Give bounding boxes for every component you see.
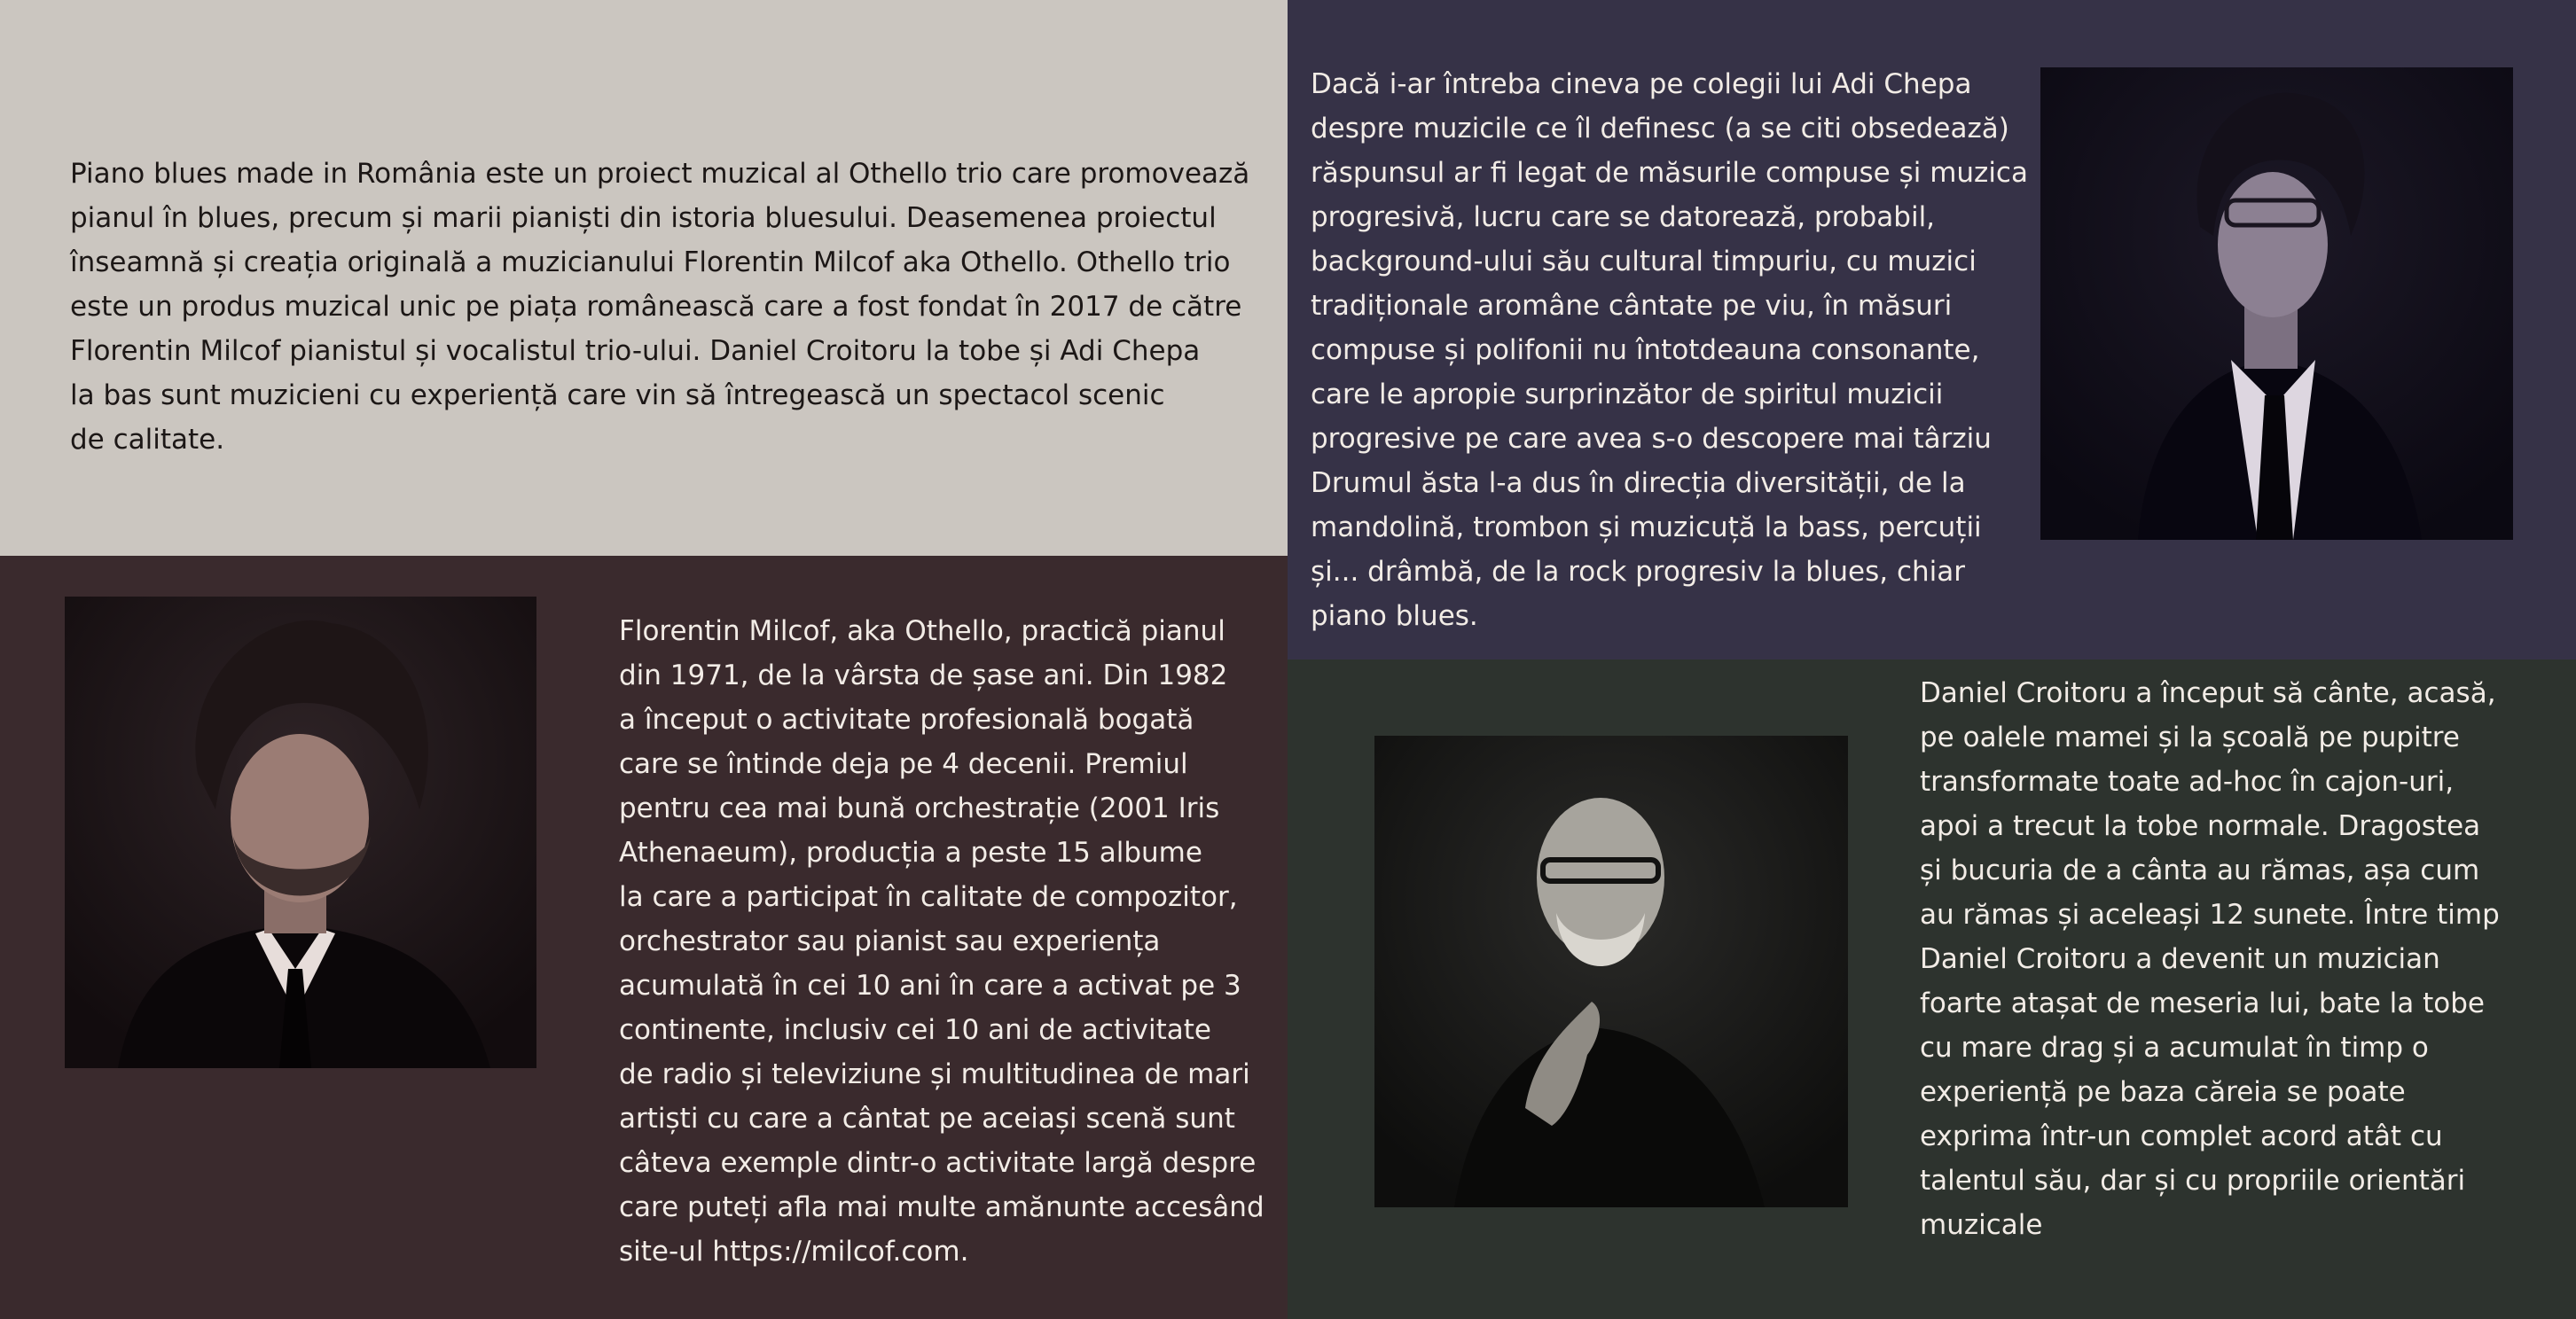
text-line: Daniel Croitoru a început să cânte, acasă, — [1920, 677, 2496, 709]
text-line: care se întinde deja pe 4 decenii. Premiul — [619, 748, 1188, 780]
text-line: pianul în blues, precum și marii pianiști din istoria bluesului. Deasemenea proiectul — [70, 202, 1217, 234]
text-line: background-ului său cultural timpuriu, cu muzici — [1311, 246, 1977, 277]
milcof-portrait-photo — [65, 597, 536, 1068]
text-line: câteva exemple dintr-o activitate largă despre — [619, 1147, 1257, 1179]
text-line: la care a participat în calitate de compozitor, — [619, 881, 1238, 913]
text-line: apoi a trecut la tobe normale. Dragostea — [1920, 810, 2481, 842]
text-line: progresivă, lucru care se datorează, probabil, — [1311, 201, 1936, 233]
text-line: cu mare drag și a acumulat în timp o — [1920, 1032, 2429, 1064]
text-line: și... drâmbă, de la rock progresiv la blues, chiar — [1311, 556, 1965, 588]
text-line: experiență pe baza căreia se poate — [1920, 1076, 2406, 1108]
text-line: transformate toate ad-hoc în cajon-uri, — [1920, 766, 2455, 798]
text-line: care puteți afla mai multe amănunte accesând — [619, 1191, 1265, 1223]
text-line: înseamnă și creația originală a muzicianului Florentin Milcof aka Othello. Othello trio — [70, 246, 1231, 278]
text-line: Athenaeum), producția a peste 15 albume — [619, 837, 1202, 869]
text-line: mandolină, trombon și muzicuță la bass, percuții — [1311, 511, 1982, 543]
text-line: pentru cea mai bună orchestrație (2001 Iris — [619, 792, 1220, 824]
text-line: Florentin Milcof, aka Othello, practică pianul — [619, 615, 1225, 647]
croitoru-portrait-photo — [1374, 736, 1848, 1207]
text-line: foarte atașat de meseria lui, bate la tobe — [1920, 987, 2485, 1019]
text-line: despre muzicile ce îl definesc (a se citi obsedează) — [1311, 113, 2009, 144]
text-line: la bas sunt muzicieni cu experiență care vin să întregească un spectacol scenic — [70, 379, 1165, 411]
text-line: Florentin Milcof pianistul și vocalistul trio-ului. Daniel Croitoru la tobe și Adi Chepa — [70, 335, 1201, 367]
intro-text — [70, 152, 1249, 462]
text-line: din 1971, de la vârsta de șase ani. Din 1982 — [619, 660, 1228, 691]
croitoru-bio-text — [1920, 671, 2500, 1247]
portrait-photo-icon — [65, 597, 536, 1068]
milcof-bio-text — [619, 609, 1265, 1274]
text-line: piano blues. — [1311, 600, 1478, 632]
text-line: este un produs muzical unic pe piața românească care a fost fondat în 2017 de către — [70, 291, 1242, 323]
text-line: de radio și televiziune și multitudinea de mari — [619, 1058, 1250, 1090]
chepa-portrait-photo — [2040, 67, 2513, 540]
text-line: artiști cu care a cântat pe aceiași scenă sunt — [619, 1103, 1235, 1135]
text-line: pe oalele mamei și la școală pe pupitre — [1920, 722, 2460, 753]
text-line: tradiționale aromâne cântate pe viu, în măsuri — [1311, 290, 1953, 322]
text-line: Daniel Croitoru a devenit un muzician — [1920, 943, 2440, 975]
text-line: compuse și polifonii nu întotdeauna consonante, — [1311, 334, 1980, 366]
text-line: au rămas și aceleași 12 sunete. Între timp — [1920, 899, 2500, 931]
portrait-photo-icon — [1374, 736, 1848, 1207]
text-line: acumulată în cei 10 ani în care a activat pe 3 — [619, 970, 1241, 1002]
text-line: Drumul ăsta l-a dus în direcția diversității, de la — [1311, 467, 1966, 499]
text-line: care le apropie surprinzător de spiritul muzicii — [1311, 379, 1944, 410]
text-line: răspunsul ar fi legat de măsurile compuse și muzica — [1311, 157, 2028, 189]
text-line: și bucuria de a cânta au rămas, așa cum — [1920, 855, 2480, 886]
text-line: muzicale — [1920, 1209, 2043, 1241]
text-line: Dacă i-ar întreba cineva pe colegii lui Adi Chepa — [1311, 68, 1972, 100]
text-line: continente, inclusiv cei 10 ani de activitate — [619, 1014, 1211, 1046]
text-line: a început o activitate profesională bogată — [619, 704, 1194, 736]
portrait-photo-icon — [2040, 67, 2513, 540]
chepa-bio-text — [1311, 62, 2028, 638]
text-line: talentul său, dar și cu propriile orientări — [1920, 1165, 2466, 1197]
text-line: site-ul https://milcof.com. — [619, 1236, 969, 1268]
text-line: de calitate. — [70, 424, 225, 456]
text-line: Piano blues made in România este un proiect muzical al Othello trio care promovează — [70, 158, 1250, 190]
text-line: progresive pe care avea s-o descopere mai târziu — [1311, 423, 1992, 455]
text-line: exprima într-un complet acord atât cu — [1920, 1120, 2443, 1152]
text-line: orchestrator sau pianist sau experiența — [619, 925, 1161, 957]
